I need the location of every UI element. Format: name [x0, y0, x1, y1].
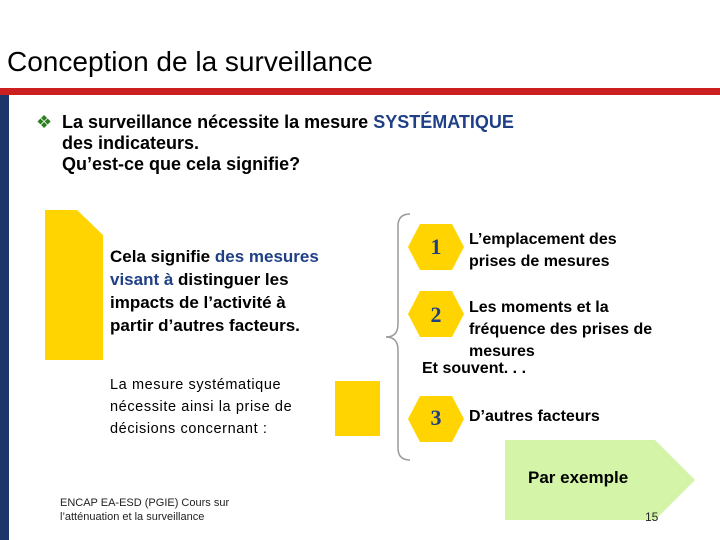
et-souvent-text: Et souvent. . .	[422, 360, 527, 377]
intro-text	[62, 112, 514, 175]
footer-text	[60, 496, 229, 524]
title-divider	[0, 88, 720, 95]
footer-line-1: ENCAP EA-ESD (PGIE) Cours sur	[60, 497, 230, 509]
par-exemple-label: Par exemple	[528, 468, 629, 487]
footer-line-2: l’atténuation et la surveillance	[60, 511, 205, 523]
item-1-number: 1	[430, 234, 442, 259]
page-number: 15	[645, 510, 659, 524]
intro-line-2: des indicateurs.	[62, 133, 200, 153]
intro-text-start: La surveillance nécessite la mesure	[62, 112, 374, 132]
item-3-text: D’autres facteurs	[469, 408, 600, 425]
meaning-text	[110, 245, 320, 337]
yellow-arrow-shape	[45, 210, 105, 360]
item-2-number: 2	[430, 302, 442, 327]
item-2-text: Les moments et la fréquence des prises de mesures	[469, 299, 653, 360]
meaning-part-3: distinguer les impacts de l’activité à partir d’autres facteurs.	[110, 270, 300, 335]
item-3-number: 3	[430, 405, 442, 430]
page-title: Conception de la surveillance	[7, 46, 373, 77]
diamond-bullet-icon: ❖	[36, 112, 53, 132]
intro-highlight: SYSTÉMATIQUE	[373, 112, 514, 132]
meaning-part-1: Cela signifie	[110, 247, 215, 266]
meaning-part-2: des mesures visant à	[110, 247, 319, 289]
item-1-text: L’emplacement des prises de mesures	[469, 231, 617, 270]
left-accent-bar	[0, 95, 9, 540]
yellow-square	[335, 381, 380, 436]
intro-line-3: Qu’est-ce que cela signifie?	[62, 154, 301, 174]
decision-text: La mesure systématique nécessite ainsi la prise de décisions concernant :	[110, 377, 293, 437]
